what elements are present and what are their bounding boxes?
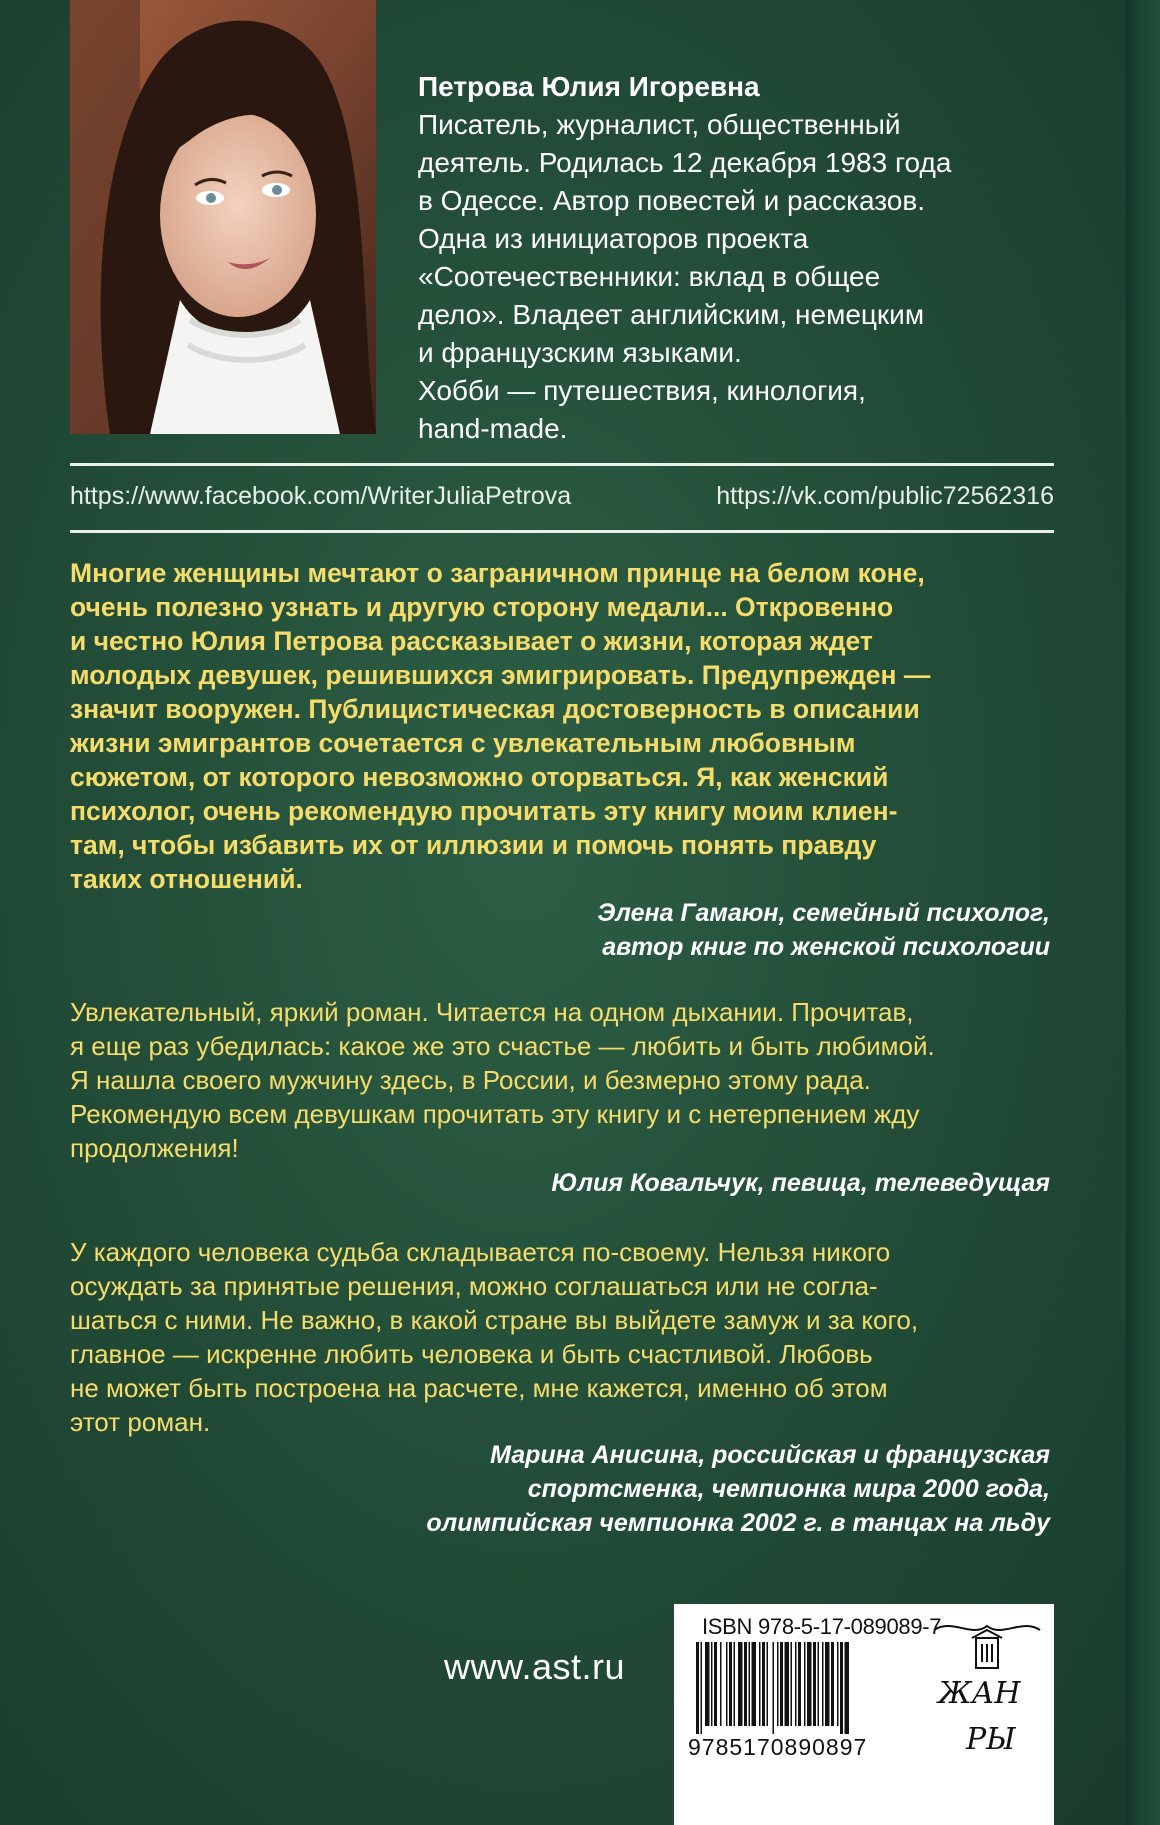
facebook-link[interactable]: https://www.facebook.com/WriterJuliaPetrova: [70, 482, 572, 510]
bio-line: hand-made.: [418, 413, 568, 444]
review-line: шаться с ними. Не важно, в какой стране вы выйдете замуж и за кого,: [70, 1305, 919, 1335]
barcode-bar: [785, 1642, 790, 1726]
barcode-bar: [825, 1642, 830, 1726]
review-line: осуждать за принятые решения, можно соглашаться или не согла-: [70, 1271, 878, 1301]
barcode-bar: [714, 1642, 717, 1726]
review-line: Рекомендую всем девушкам прочитать эту книгу и с нетерпением жду: [70, 1099, 920, 1129]
attribution-line: автор книг по женской психологии: [602, 933, 1050, 961]
review-line: не может быть построена на расчете, мне кажется, именно об этом: [70, 1373, 888, 1403]
author-photo: [70, 0, 376, 434]
review-line: я еще раз убедилась: какое же это счастье — любить и быть любимой.: [70, 1031, 935, 1061]
barcode-bar: [813, 1642, 816, 1726]
review-2-attribution: [551, 1166, 1050, 1200]
review-line: Увлекательный, яркий роман. Читается на одном дыхании. Прочитав,: [70, 997, 914, 1027]
barcode-bar: [777, 1642, 779, 1726]
review-line: сюжетом, от которого невозможно оторваться. Я, как женский: [70, 762, 889, 792]
attribution-line: Юлия Ковальчук, певица, телеведущая: [551, 1169, 1050, 1197]
vk-link[interactable]: https://vk.com/public72562316: [716, 482, 1054, 510]
attribution-line: Элена Гамаюн, семейный психолог,: [597, 899, 1050, 927]
logo-text-top: ЖАН: [938, 1676, 1021, 1711]
attribution-line: Марина Анисина, российская и французская: [490, 1441, 1050, 1469]
barcode-bar: [696, 1642, 699, 1734]
publisher-logo: [932, 1618, 1042, 1788]
review-line: очень полезно узнать и другую сторону медали... Откровенно: [70, 592, 894, 622]
review-3-attribution: [426, 1438, 1050, 1540]
review-2-text: [70, 995, 1060, 1165]
barcode-digits: 9785170890897: [688, 1734, 868, 1760]
review-1-text: [70, 556, 1060, 896]
barcode-bar: [798, 1642, 801, 1726]
barcode-bar: [822, 1642, 824, 1726]
logo-text-bottom: РЫ: [966, 1722, 1016, 1757]
author-name: Петрова Юлия Игоревна: [418, 71, 760, 102]
bio-line: Писатель, журналист, общественный: [418, 109, 901, 140]
barcode-panel: [674, 1604, 1054, 1825]
spine-edge: [1126, 0, 1160, 1825]
review-line: У каждого человека судьба складывается по-своему. Нельзя никого: [70, 1237, 891, 1267]
attribution-line: олимпийская чемпионка 2002 г. в танцах на льду: [426, 1509, 1050, 1537]
bio-line: дело». Владеет английским, немецким: [418, 299, 925, 330]
review-line: таких отношений.: [70, 864, 303, 894]
publisher-website[interactable]: www.ast.ru: [444, 1646, 626, 1687]
barcode-bar: [726, 1642, 728, 1726]
barcode-bar: [752, 1642, 757, 1726]
review-line: жизни эмигрантов сочетается с увлекательным любовным: [70, 728, 856, 758]
bio-line: в Одессе. Автор повестей и рассказов.: [418, 185, 926, 216]
divider-bottom: [70, 530, 1054, 533]
barcode-bar: [720, 1642, 722, 1726]
barcode-bar: [807, 1642, 812, 1726]
review-line: главное — искренне любить человека и быть счастливой. Любовь: [70, 1339, 873, 1369]
review-line: Многие женщины мечтают о заграничном принце на белом коне,: [70, 558, 925, 588]
barcode-bar: [729, 1642, 732, 1726]
barcode-bar: [738, 1642, 743, 1726]
review-line: значит вооружен. Публицистическая достоверность в описании: [70, 694, 920, 724]
review-line: психолог, очень рекомендую прочитать эту книгу моим клиен-: [70, 796, 898, 826]
social-links: [70, 482, 1054, 511]
divider-top: [70, 463, 1054, 466]
bio-line: Хобби — путешествия, кинология,: [418, 375, 866, 406]
author-bio: [418, 68, 1078, 448]
bio-line: Одна из инициаторов проекта: [418, 223, 809, 254]
attribution-line: спортсменка, чемпионка мира 2000 года,: [527, 1475, 1050, 1503]
review-3-text: [70, 1235, 1060, 1439]
barcode-bar: [701, 1642, 703, 1734]
barcode-bar: [762, 1642, 765, 1726]
barcode-bar: [744, 1642, 747, 1726]
barcode-bar: [767, 1642, 769, 1726]
isbn-label: ISBN 978-5-17-089089-7: [702, 1614, 942, 1639]
barcode-bar: [759, 1642, 761, 1726]
review-1-attribution: [597, 896, 1050, 964]
bio-line: деятель. Родилась 12 декабря 1983 года: [418, 147, 952, 178]
barcode-bar: [734, 1642, 736, 1726]
barcode-bar: [845, 1642, 850, 1734]
bio-line: и французским языками.: [418, 337, 742, 368]
barcode-bar: [837, 1642, 839, 1726]
review-line: продолжения!: [70, 1133, 239, 1163]
barcode-bar: [711, 1642, 713, 1726]
review-line: этот роман.: [70, 1407, 211, 1437]
barcode-bar: [791, 1642, 793, 1726]
review-line: Я нашла своего мужчину здесь, в России, и безмерно этому рада.: [70, 1065, 871, 1095]
logo-emblem-icon: [932, 1618, 1042, 1678]
barcode-bar: [795, 1642, 797, 1726]
bio-line: «Соотечественники: вклад в общее: [418, 261, 881, 292]
barcode-bar: [831, 1642, 834, 1726]
barcode-bar: [773, 1642, 775, 1734]
barcode-bars: [696, 1642, 926, 1734]
review-line: молодых девушек, решившихся эмигрировать. Предупрежден —: [70, 660, 931, 690]
review-line: там, чтобы избавить их от иллюзии и помочь понять правду: [70, 830, 877, 860]
barcode-bar: [818, 1642, 820, 1726]
barcode-bar: [749, 1642, 751, 1726]
barcode-bar: [804, 1642, 806, 1726]
review-line: и честно Юлия Петрова рассказывает о жизни, которая ждет: [70, 626, 873, 656]
barcode-bar: [705, 1642, 710, 1726]
barcode-bar: [840, 1642, 843, 1734]
barcode-bar: [780, 1642, 783, 1726]
